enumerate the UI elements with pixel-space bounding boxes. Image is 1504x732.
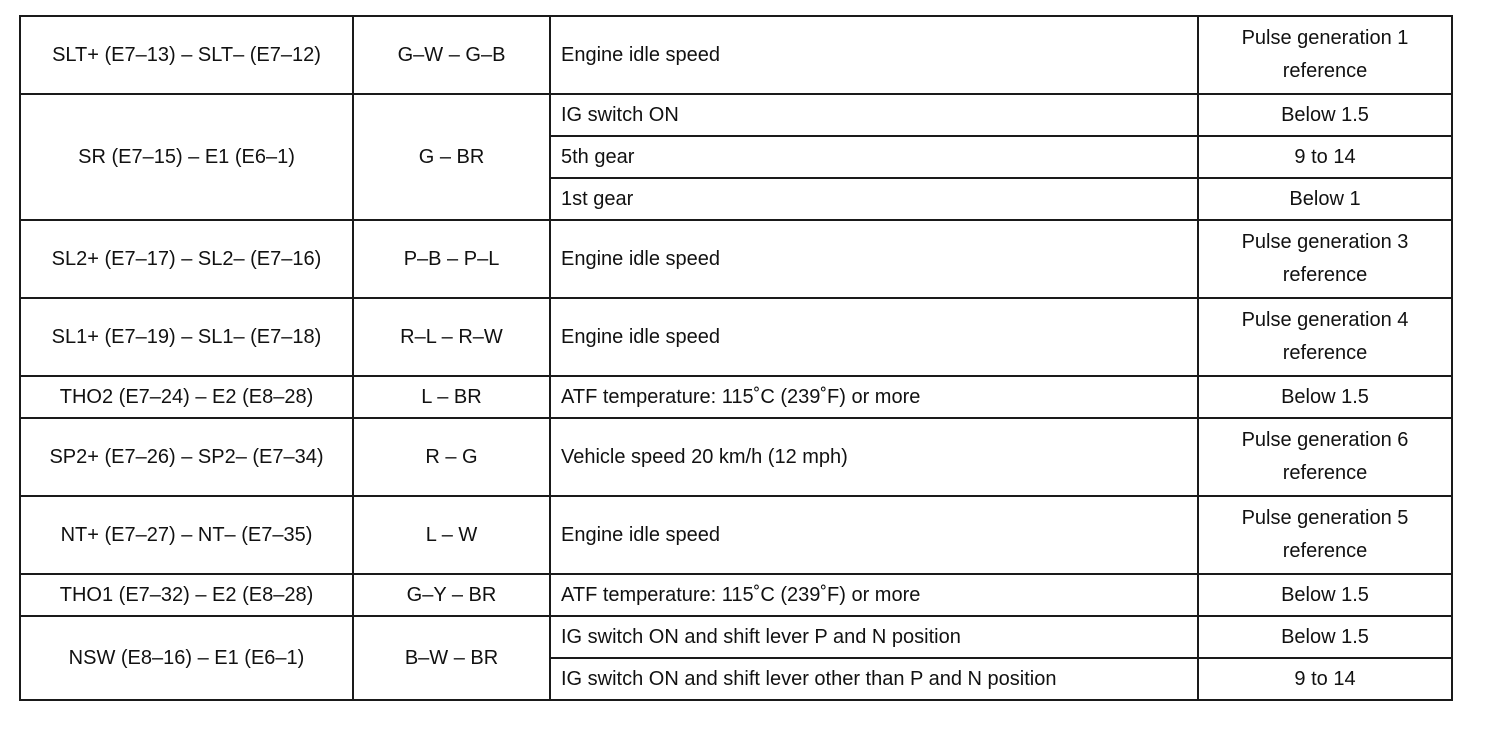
table-row xyxy=(20,220,1452,298)
condition-cell: ATF temperature: 115˚C (239˚F) or more xyxy=(550,574,1198,616)
wiring-color-cell: B–W – BR xyxy=(353,616,550,700)
condition-cell: IG switch ON and shift lever other than P and N position xyxy=(550,658,1198,700)
table-row xyxy=(20,496,1452,574)
table-row xyxy=(20,298,1452,376)
table-row xyxy=(20,376,1452,418)
wiring-color-cell: L – W xyxy=(353,496,550,574)
terminal-cell: THO2 (E7–24) – E2 (E8–28) xyxy=(20,376,353,418)
specified-value-cell: Below 1.5 xyxy=(1198,94,1452,136)
specified-value-cell: Below 1.5 xyxy=(1198,616,1452,658)
terminal-spec-table xyxy=(19,15,1453,701)
condition-cell: 1st gear xyxy=(550,178,1198,220)
terminal-cell: SL1+ (E7–19) – SL1– (E7–18) xyxy=(20,298,353,376)
specified-value-cell xyxy=(1198,220,1452,298)
condition-cell: IG switch ON xyxy=(550,94,1198,136)
wiring-color-cell: G – BR xyxy=(353,94,550,220)
terminal-cell: SR (E7–15) – E1 (E6–1) xyxy=(20,94,353,220)
terminal-cell: SP2+ (E7–26) – SP2– (E7–34) xyxy=(20,418,353,496)
specified-value-text: Pulse generation 5 reference xyxy=(1241,507,1409,562)
specified-value-text: Pulse generation 4 reference xyxy=(1241,309,1409,364)
wiring-color-cell: R–L – R–W xyxy=(353,298,550,376)
condition-cell: 5th gear xyxy=(550,136,1198,178)
wiring-color-cell: G–W – G–B xyxy=(353,16,550,94)
specified-value-text: Pulse generation 1 reference xyxy=(1241,27,1409,82)
specified-value-cell xyxy=(1198,496,1452,574)
specified-value-cell xyxy=(1198,16,1452,94)
specified-value-text: Pulse generation 6 reference xyxy=(1241,429,1409,484)
table-row xyxy=(20,16,1452,94)
table-row xyxy=(20,616,1452,658)
table-row xyxy=(20,574,1452,616)
specified-value-cell: 9 to 14 xyxy=(1198,136,1452,178)
terminal-cell: NSW (E8–16) – E1 (E6–1) xyxy=(20,616,353,700)
specified-value-cell: Below 1.5 xyxy=(1198,574,1452,616)
specified-value-cell xyxy=(1198,418,1452,496)
condition-cell: IG switch ON and shift lever P and N position xyxy=(550,616,1198,658)
terminal-cell: SLT+ (E7–13) – SLT– (E7–12) xyxy=(20,16,353,94)
specified-value-cell: 9 to 14 xyxy=(1198,658,1452,700)
condition-cell: Engine idle speed xyxy=(550,220,1198,298)
specified-value-cell xyxy=(1198,298,1452,376)
condition-cell: Vehicle speed 20 km/h (12 mph) xyxy=(550,418,1198,496)
specified-value-text: Pulse generation 3 reference xyxy=(1241,231,1409,286)
condition-cell: Engine idle speed xyxy=(550,298,1198,376)
condition-cell: Engine idle speed xyxy=(550,16,1198,94)
specified-value-cell: Below 1 xyxy=(1198,178,1452,220)
wiring-color-cell: L – BR xyxy=(353,376,550,418)
table-row xyxy=(20,418,1452,496)
wiring-color-cell: P–B – P–L xyxy=(353,220,550,298)
condition-cell: Engine idle speed xyxy=(550,496,1198,574)
specified-value-cell: Below 1.5 xyxy=(1198,376,1452,418)
terminal-cell: SL2+ (E7–17) – SL2– (E7–16) xyxy=(20,220,353,298)
condition-cell: ATF temperature: 115˚C (239˚F) or more xyxy=(550,376,1198,418)
terminal-cell: THO1 (E7–32) – E2 (E8–28) xyxy=(20,574,353,616)
table-row xyxy=(20,94,1452,136)
wiring-color-cell: G–Y – BR xyxy=(353,574,550,616)
terminal-cell: NT+ (E7–27) – NT– (E7–35) xyxy=(20,496,353,574)
wiring-color-cell: R – G xyxy=(353,418,550,496)
